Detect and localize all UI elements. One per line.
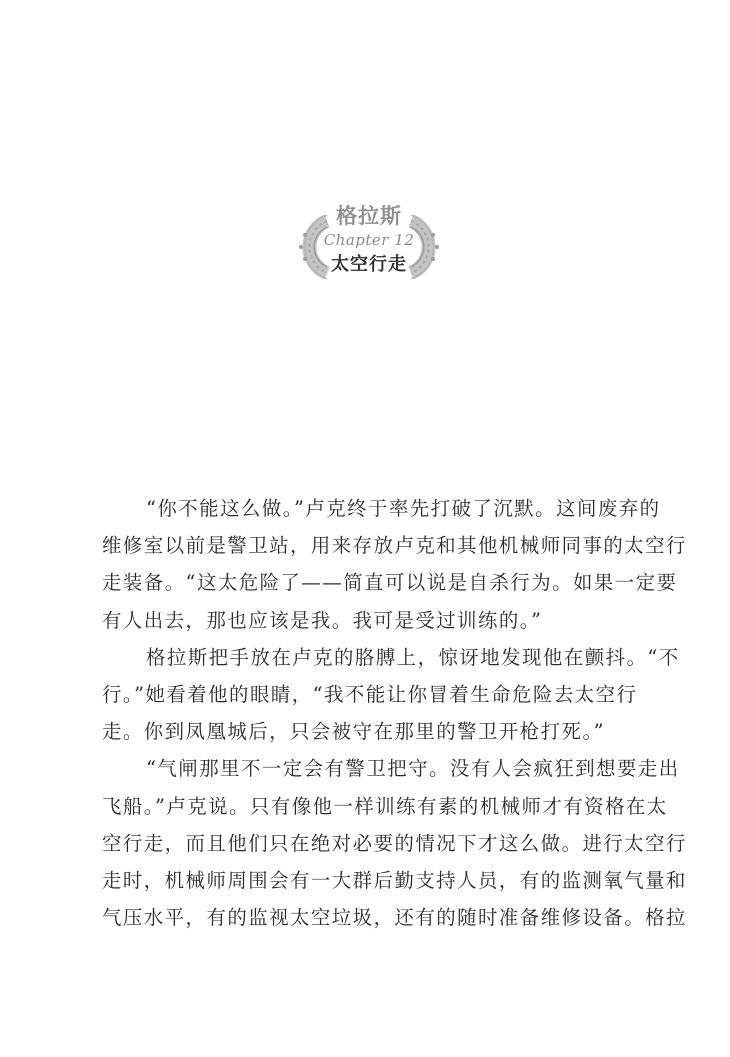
body-text <box>102 490 687 936</box>
text-line: 空行走，而且他们只在绝对必要的情况下才这么做。进行太空行 <box>102 831 687 855</box>
text-line: 走时，机械师周围会有一大群后勤支持人员，有的监测氧气量和 <box>102 868 687 892</box>
chapter-subtitle: 太空行走 <box>331 254 407 275</box>
text-line: “你不能这么做。”卢克终于率先打破了沉默。这间废弃的 <box>146 497 661 520</box>
text-line: 行。”她看着他的眼睛，“我不能让你冒着生命危险去太空行 <box>102 682 638 706</box>
text-line: “气闸那里不一定会有警卫把守。没有人会疯狂到想要走出 <box>146 757 680 781</box>
text-line: 气压水平，有的监视太空垃圾，还有的随时准备维修设备。格拉 <box>102 906 687 930</box>
text-line: 有人出去，那也应该是我。我可是受过训练的。” <box>102 608 543 632</box>
text-line: 走装备。“这太危险了——简直可以说是自杀行为。如果一定要 <box>102 571 678 595</box>
chapter-title: 格拉斯 <box>336 204 402 228</box>
text-line: 走。你到凤凰城后，只会被守在那里的警卫开枪打死。” <box>102 720 606 744</box>
text-line: 格拉斯把手放在卢克的胳膊上，惊讶地发现他在颤抖。“不 <box>146 645 680 669</box>
text-line: 维修室以前是警卫站，用来存放卢克和其他机械师同事的太空行 <box>102 534 687 558</box>
chapter-number-label: Chapter 12 <box>323 231 415 249</box>
chapter-heading <box>283 203 455 285</box>
text-line: 飞船。”卢克说。只有像他一样训练有素的机械师才有资格在太 <box>102 794 668 818</box>
